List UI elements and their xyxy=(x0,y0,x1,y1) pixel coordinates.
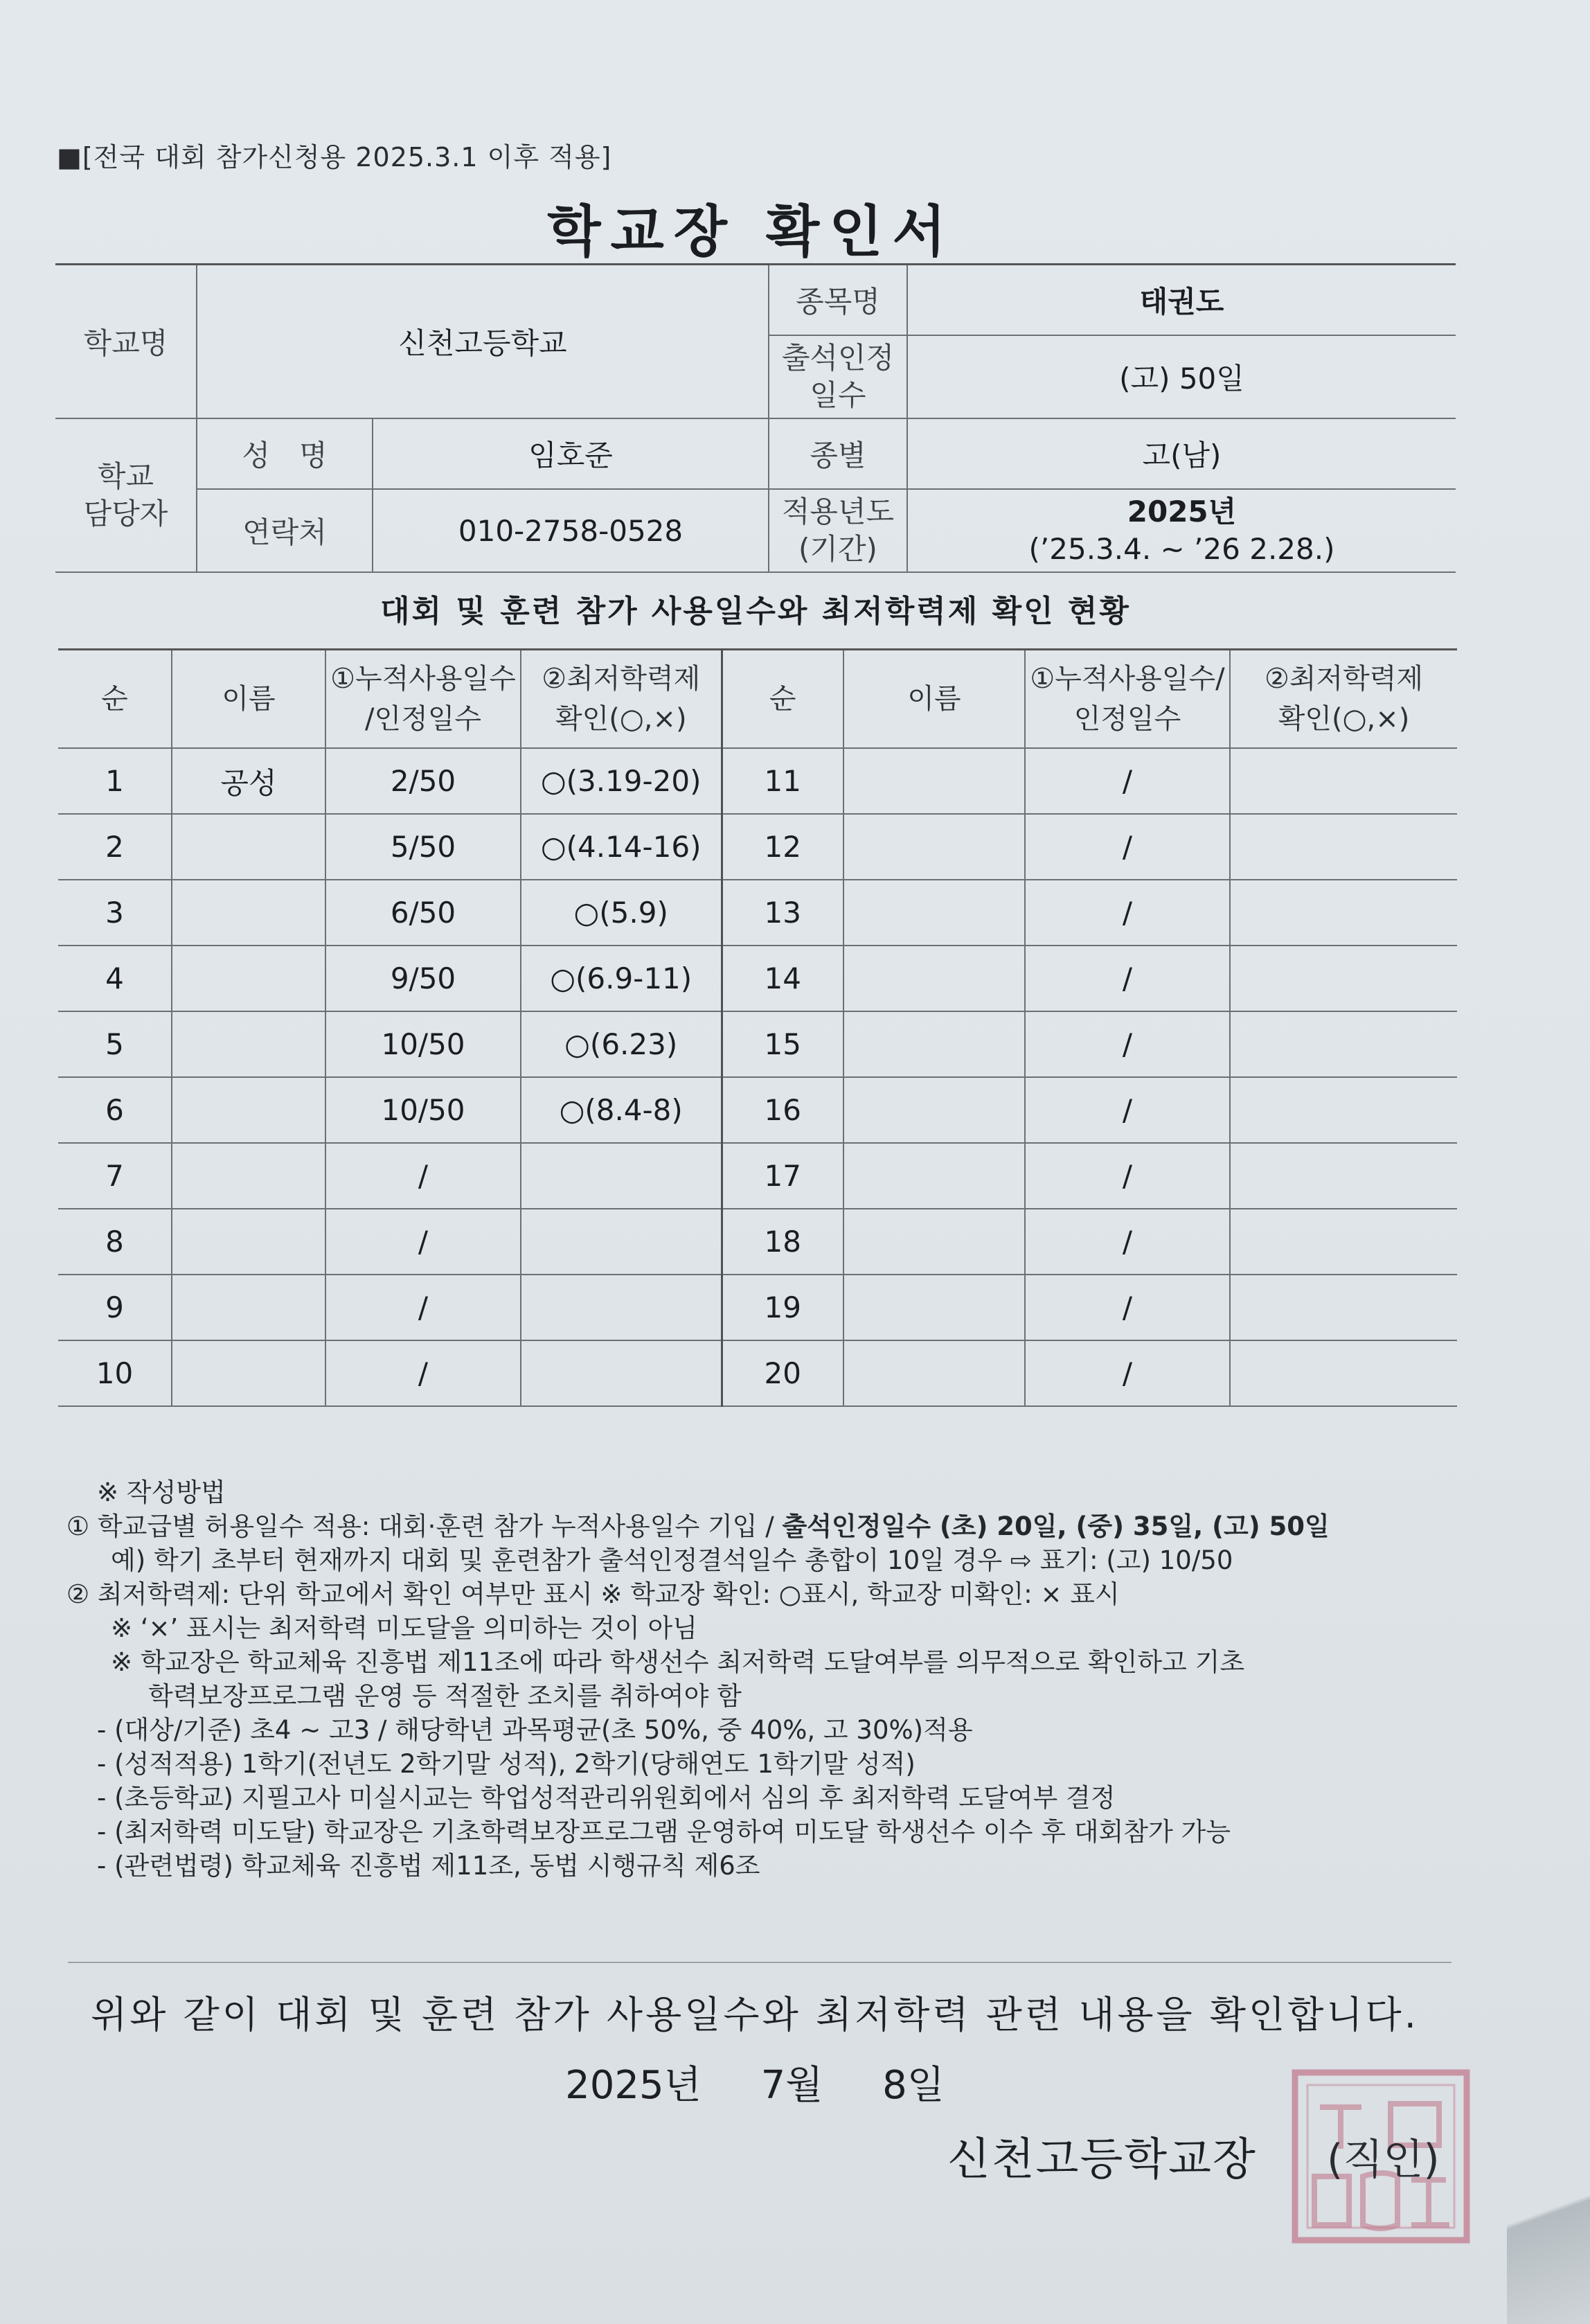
method-line: 예) 학기 초부터 현재까지 대회 및 훈련참가 출석인정결석일수 총합이 10일 경우 ⇨ 표기: (고) 10/50 xyxy=(111,1545,1233,1575)
table-cell: 15 xyxy=(722,1011,843,1077)
table-cell xyxy=(1230,946,1457,1011)
manager-label: 학교 담당자 xyxy=(55,418,197,572)
sport-value: 태권도 xyxy=(907,265,1456,336)
page-curl-shadow xyxy=(1507,2095,1590,2324)
header-cell: 순 xyxy=(58,650,172,749)
table-cell xyxy=(843,814,1025,880)
table-cell: 7 xyxy=(58,1143,172,1209)
table-cell xyxy=(843,1143,1025,1209)
table-cell xyxy=(843,946,1025,1011)
table-cell: / xyxy=(325,1209,521,1275)
table-row xyxy=(58,1209,1457,1275)
table-cell: 10 xyxy=(58,1340,172,1406)
attendance-label: 출석인정 일수 xyxy=(769,335,907,418)
table-cell: / xyxy=(1025,1275,1230,1340)
school-info-table xyxy=(55,263,1456,573)
date-month: 7월 xyxy=(760,2063,823,2108)
table-cell xyxy=(1230,1143,1457,1209)
table-cell xyxy=(843,1011,1025,1077)
table-cell xyxy=(843,1275,1025,1340)
table-cell xyxy=(1230,814,1457,880)
table-cell xyxy=(843,1340,1025,1406)
manager-name-value: 임호준 xyxy=(373,418,769,489)
contact-value: 010-2758-0528 xyxy=(373,489,769,572)
header-cell: 이름 xyxy=(843,650,1025,749)
table-cell: 13 xyxy=(722,880,843,946)
table-cell: / xyxy=(1025,1077,1230,1143)
table-cell xyxy=(843,880,1025,946)
category-value: 고(남) xyxy=(907,418,1456,489)
date-day: 8일 xyxy=(882,2063,945,2108)
table-cell xyxy=(843,1209,1025,1275)
header-cell: ②최저학력제 확인(○,×) xyxy=(1230,650,1457,749)
table-cell xyxy=(172,1011,325,1077)
table-row xyxy=(58,1340,1457,1406)
table-cell: 10/50 xyxy=(325,1011,521,1077)
table-cell: 10/50 xyxy=(325,1077,521,1143)
table-row xyxy=(58,814,1457,880)
principal-signature: 신천고등학교장 xyxy=(947,2134,1257,2185)
table-row xyxy=(58,1011,1457,1077)
table-cell xyxy=(172,814,325,880)
header-cell: ②최저학력제 확인(○,×) xyxy=(521,650,722,749)
table-cell xyxy=(521,1209,722,1275)
table-cell: 6/50 xyxy=(325,880,521,946)
table-row xyxy=(58,748,1457,814)
attendance-value: (고) 50일 xyxy=(907,335,1456,418)
method-line: ※ 학교장은 학교체육 진흥법 제11조에 따라 학생선수 최저학력 도달여부를 의무적으로 확인하고 기초 xyxy=(111,1647,1245,1677)
divider-line xyxy=(68,1962,1451,1963)
table-cell xyxy=(172,1275,325,1340)
table-cell: / xyxy=(1025,1340,1230,1406)
table-cell: / xyxy=(325,1143,521,1209)
method-text: ① 학교급별 허용일수 적용: 대회·훈련 참가 누적사용일수 기입 / xyxy=(66,1511,783,1541)
seal-label: (직인) xyxy=(1327,2136,1440,2184)
table-cell xyxy=(521,1275,722,1340)
table-cell xyxy=(521,1340,722,1406)
category-label: 종별 xyxy=(769,418,907,489)
year-cell xyxy=(907,489,1456,572)
header-cell: ①누적사용일수/ 인정일수 xyxy=(1025,650,1230,749)
table-subtitle: 대회 및 훈련 참가 사용일수와 최저학력제 확인 현황 xyxy=(380,594,1131,629)
table-cell: 18 xyxy=(722,1209,843,1275)
table-cell: 공성 xyxy=(172,748,325,814)
table-cell: 20 xyxy=(722,1340,843,1406)
table-cell: 1 xyxy=(58,748,172,814)
table-cell: / xyxy=(325,1275,521,1340)
method-line xyxy=(66,1509,1458,1543)
sport-label: 종목명 xyxy=(769,265,907,336)
table-cell: / xyxy=(1025,880,1230,946)
table-cell xyxy=(172,1340,325,1406)
table-cell: 6 xyxy=(58,1077,172,1143)
confirmation-statement: 위와 같이 대회 및 훈련 참가 사용일수와 최저학력 관련 내용을 확인합니다. xyxy=(91,1993,1419,2037)
usage-status-table xyxy=(58,648,1457,1407)
table-cell xyxy=(172,1077,325,1143)
table-cell xyxy=(172,1143,325,1209)
table-cell xyxy=(1230,1275,1457,1340)
table-cell: 9/50 xyxy=(325,946,521,1011)
year-label: 적용년도 (기간) xyxy=(769,489,907,572)
table-cell: ○(4.14-16) xyxy=(521,814,722,880)
method-line: - (대상/기준) 초4 ~ 고3 / 해당학년 과목평균(초 50%, 중 40%, 고 30%)적용 xyxy=(97,1715,973,1745)
school-name-value: 신천고등학교 xyxy=(197,265,769,419)
table-cell xyxy=(1230,880,1457,946)
table-cell: 16 xyxy=(722,1077,843,1143)
table-cell: ○(5.9) xyxy=(521,880,722,946)
header-cell: ①누적사용일수 /인정일수 xyxy=(325,650,521,749)
table-cell xyxy=(843,1077,1025,1143)
table-cell: 19 xyxy=(722,1275,843,1340)
table-cell xyxy=(521,1143,722,1209)
table-cell: / xyxy=(1025,814,1230,880)
table-cell: 3 xyxy=(58,880,172,946)
table-cell: / xyxy=(1025,748,1230,814)
date-year: 2025년 xyxy=(565,2063,702,2108)
table-cell: / xyxy=(1025,1143,1230,1209)
method-line: - (초등학교) 지필고사 미실시교는 학업성적관리위원회에서 심의 후 최저학력 도달여부 결정 xyxy=(97,1783,1116,1813)
table-header-row xyxy=(58,650,1457,749)
table-cell: / xyxy=(1025,946,1230,1011)
table-cell: / xyxy=(325,1340,521,1406)
method-text-bold: 출석인정일수 (초) 20일, (중) 35일, (고) 50일 xyxy=(782,1511,1330,1541)
table-cell: 4 xyxy=(58,946,172,1011)
table-body xyxy=(58,748,1457,1406)
table-cell xyxy=(1230,1011,1457,1077)
table-cell: 12 xyxy=(722,814,843,880)
table-cell: 14 xyxy=(722,946,843,1011)
table-row xyxy=(58,946,1457,1011)
table-row xyxy=(58,880,1457,946)
confirmation-date xyxy=(55,2055,1454,2110)
table-cell: 5 xyxy=(58,1011,172,1077)
table-cell: 2 xyxy=(58,814,172,880)
method-line: - (성적적용) 1학기(전년도 2학기말 성적), 2학기(당해연도 1학기말 성적) xyxy=(97,1749,915,1779)
manager-name-label: 성 명 xyxy=(197,418,373,489)
school-name-label: 학교명 xyxy=(55,265,197,419)
period-value: (’25.3.4. ~ ’26 2.28.) xyxy=(1028,532,1335,566)
header-cell: 순 xyxy=(722,650,843,749)
method-line: - (관련법령) 학교체육 진흥법 제11조, 동법 시행규칙 제6조 xyxy=(97,1851,760,1881)
table-cell: / xyxy=(1025,1011,1230,1077)
table-cell: ○(6.23) xyxy=(521,1011,722,1077)
table-cell: ○(6.9-11) xyxy=(521,946,722,1011)
writing-method-section xyxy=(66,1475,1458,1883)
table-cell xyxy=(1230,1340,1457,1406)
table-row xyxy=(58,1275,1457,1340)
table-cell xyxy=(172,880,325,946)
table-cell: 8 xyxy=(58,1209,172,1275)
method-line: - (최저학력 미도달) 학교장은 기초학력보장프로그램 운영하여 미도달 학생선수 이수 후 대회참가 가능 xyxy=(97,1817,1231,1847)
method-line: ② 최저학력제: 단위 학교에서 확인 여부만 표시 ※ 학교장 확인: ○표시, 학교장 미확인: × 표시 xyxy=(66,1579,1120,1609)
table-cell: 9 xyxy=(58,1275,172,1340)
method-heading: ※ 작성방법 xyxy=(97,1478,226,1507)
header-note: ■[전국 대회 참가신청용 2025.3.1 이후 적용] xyxy=(57,142,612,172)
table-cell: ○(3.19-20) xyxy=(521,748,722,814)
table-row xyxy=(58,1143,1457,1209)
table-cell: 11 xyxy=(722,748,843,814)
contact-label: 연락처 xyxy=(197,489,373,572)
table-cell xyxy=(1230,748,1457,814)
table-cell xyxy=(172,946,325,1011)
method-line: 학력보장프로그램 운영 등 적절한 조치를 취하여야 함 xyxy=(148,1681,742,1711)
method-line: ※ ‘×’ 표시는 최저학력 미도달을 의미하는 것이 아님 xyxy=(111,1613,697,1643)
table-cell: 17 xyxy=(722,1143,843,1209)
table-cell: / xyxy=(1025,1209,1230,1275)
header-cell: 이름 xyxy=(172,650,325,749)
table-cell: 5/50 xyxy=(325,814,521,880)
table-cell xyxy=(843,748,1025,814)
table-cell xyxy=(172,1209,325,1275)
table-row xyxy=(58,1077,1457,1143)
year-value: 2025년 xyxy=(1127,495,1237,529)
table-cell xyxy=(1230,1077,1457,1143)
document-title: 학교장 확인서 xyxy=(547,199,956,264)
table-cell: ○(8.4-8) xyxy=(521,1077,722,1143)
table-cell: 2/50 xyxy=(325,748,521,814)
table-cell xyxy=(1230,1209,1457,1275)
